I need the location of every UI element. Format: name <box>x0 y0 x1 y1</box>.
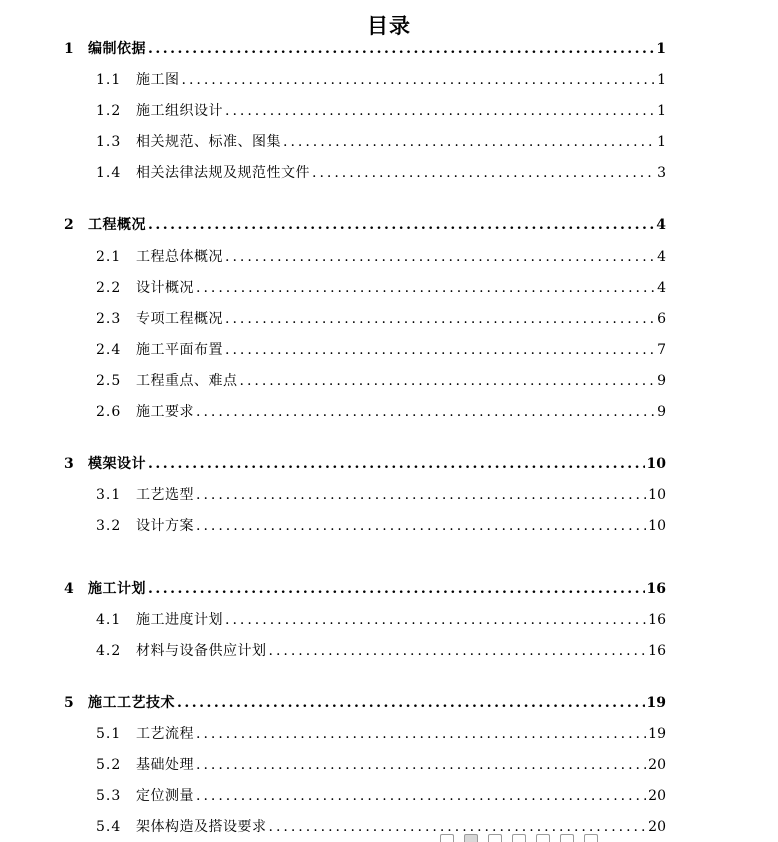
toc-entry-number: 3.2 <box>96 518 122 534</box>
toc-entry-page: 20 <box>648 788 666 804</box>
toc-entry-page: 19 <box>646 695 666 711</box>
toc-entry-number: 2.2 <box>96 280 122 296</box>
toc-leader <box>196 754 646 776</box>
toc-entry-number: 1.4 <box>96 165 122 181</box>
toc-entry-text: 模架设计 <box>88 456 146 472</box>
toc-leader <box>225 246 655 268</box>
toc-entry-2-4[interactable] <box>96 339 666 361</box>
page-view-icon[interactable] <box>464 834 478 842</box>
toc-entry-2-1[interactable] <box>96 246 666 268</box>
toc-entry-text: 专项工程概况 <box>136 311 223 327</box>
toc-entry-2[interactable] <box>64 214 666 236</box>
toc-entry-3[interactable] <box>64 453 666 475</box>
toc-entry-text: 施工进度计划 <box>136 612 223 628</box>
toc-entry-text: 工程概况 <box>88 217 146 233</box>
toc-entry-text: 定位测量 <box>136 788 194 804</box>
toc-entry-text: 相关法律法规及规范性文件 <box>136 165 310 181</box>
toc-entry-text: 工艺选型 <box>136 487 194 503</box>
toc-entry-page: 6 <box>657 311 666 327</box>
toc-entry-1-2[interactable] <box>96 100 666 122</box>
toc-leader <box>283 131 655 153</box>
toc-entry-number: 2.3 <box>96 311 122 327</box>
toc-entry-1[interactable] <box>64 38 666 60</box>
toc-entry-text: 设计方案 <box>136 518 194 534</box>
toc-entry-page: 16 <box>648 612 666 628</box>
outline-view-icon[interactable] <box>488 834 502 842</box>
toc-entry-number: 4 <box>64 581 74 597</box>
toc-entry-number: 1.1 <box>96 72 122 88</box>
toc-leader <box>269 640 647 662</box>
bottom-toolbar <box>440 834 598 842</box>
toc-entry-page: 1 <box>656 41 666 57</box>
toc-entry-number: 5 <box>64 695 74 711</box>
toc-leader <box>196 723 646 745</box>
toc-entry-text: 工程总体概况 <box>136 249 223 265</box>
toc-entry-page: 9 <box>657 373 666 389</box>
toc-leader <box>196 785 646 807</box>
toc-entry-number: 5.4 <box>96 819 122 835</box>
toc-entry-number: 5.1 <box>96 726 122 742</box>
toc-entry-5-3[interactable] <box>96 785 666 807</box>
toc-entry-page: 20 <box>648 757 666 773</box>
toc-entry-page: 10 <box>646 456 666 472</box>
toc-entry-page: 10 <box>648 518 666 534</box>
toc-entry-text: 工程重点、难点 <box>136 373 238 389</box>
toc-entry-number: 2 <box>64 217 74 233</box>
toc-entry-page: 16 <box>648 643 666 659</box>
toc-entry-number: 1.3 <box>96 134 122 150</box>
toc-entry-text: 施工图 <box>136 72 180 88</box>
toc-entry-page: 16 <box>646 581 666 597</box>
toc-entry-1-1[interactable] <box>96 69 666 91</box>
toc-entry-text: 工艺流程 <box>136 726 194 742</box>
toc-entry-1-3[interactable] <box>96 131 666 153</box>
toc-leader <box>148 578 645 600</box>
toc-entry-page: 1 <box>657 72 666 88</box>
web-view-icon[interactable] <box>536 834 550 842</box>
toc-entry-page: 1 <box>657 103 666 119</box>
zoom-in-icon[interactable] <box>584 834 598 842</box>
toc-entry-text: 施工平面布置 <box>136 342 223 358</box>
toc-entry-2-6[interactable] <box>96 401 666 423</box>
toc-leader <box>148 38 654 60</box>
toc-entry-5-1[interactable] <box>96 723 666 745</box>
toc-entry-page: 1 <box>657 134 666 150</box>
toc-leader <box>148 453 645 475</box>
toc-entry-2-3[interactable] <box>96 308 666 330</box>
view-icon[interactable] <box>440 834 454 842</box>
toc-title: 目录 <box>367 13 411 38</box>
toc-entry-text: 施工计划 <box>88 581 146 597</box>
toc-entry-text: 施工组织设计 <box>136 103 223 119</box>
toc-entry-text: 编制依据 <box>88 41 146 57</box>
toc-leader <box>225 308 655 330</box>
toc-leader <box>225 339 655 361</box>
toc-entry-text: 材料与设备供应计划 <box>136 643 267 659</box>
toc-entry-number: 2.6 <box>96 404 122 420</box>
toc-entry-number: 3.1 <box>96 487 122 503</box>
toc-entry-5-2[interactable] <box>96 754 666 776</box>
toc-leader <box>196 484 646 506</box>
toc-entry-2-5[interactable] <box>96 370 666 392</box>
toc-leader <box>177 692 645 714</box>
toc-leader <box>240 370 656 392</box>
toc-leader <box>196 515 646 537</box>
toc-entry-3-1[interactable] <box>96 484 666 506</box>
toc-entry-number: 5.3 <box>96 788 122 804</box>
read-view-icon[interactable] <box>512 834 526 842</box>
toc-leader <box>312 162 655 184</box>
toc-entry-2-2[interactable] <box>96 277 666 299</box>
toc-leader <box>182 69 656 91</box>
toc-leader <box>196 401 655 423</box>
toc-entry-number: 2.1 <box>96 249 122 265</box>
toc-entry-page: 4 <box>657 249 666 265</box>
toc-entry-4-2[interactable] <box>96 640 666 662</box>
toc-entry-page: 10 <box>648 487 666 503</box>
toc-entry-3-2[interactable] <box>96 515 666 537</box>
toc-entry-number: 1.2 <box>96 103 122 119</box>
toc-entry-text: 相关规范、标准、图集 <box>136 134 281 150</box>
toc-entry-4[interactable] <box>64 578 666 600</box>
toc-entry-page: 7 <box>657 342 666 358</box>
toc-entry-number: 1 <box>64 41 74 57</box>
toc-leader <box>225 609 646 631</box>
toc-entry-text: 施工要求 <box>136 404 194 420</box>
toc-leader <box>196 277 655 299</box>
toc-entry-text: 基础处理 <box>136 757 194 773</box>
toc-entry-number: 3 <box>64 456 74 472</box>
toc-entry-text: 设计概况 <box>136 280 194 296</box>
toc-entry-number: 4.1 <box>96 612 122 628</box>
toc-entry-page: 4 <box>656 217 666 233</box>
toc-entry-number: 2.4 <box>96 342 122 358</box>
toc-entry-5[interactable] <box>64 692 666 714</box>
toc-entry-text: 架体构造及搭设要求 <box>136 819 267 835</box>
toc-entry-4-1[interactable] <box>96 609 666 631</box>
toc-entry-page: 9 <box>657 404 666 420</box>
toc-entry-page: 20 <box>648 819 666 835</box>
toc-entry-text: 施工工艺技术 <box>88 695 175 711</box>
toc-entry-page: 4 <box>657 280 666 296</box>
toc-entry-number: 5.2 <box>96 757 122 773</box>
toc-leader <box>148 214 654 236</box>
toc-entry-number: 4.2 <box>96 643 122 659</box>
toc-entry-1-4[interactable] <box>96 162 666 184</box>
toc-entry-page: 3 <box>657 165 666 181</box>
toc-leader <box>225 100 655 122</box>
toc-entry-page: 19 <box>648 726 666 742</box>
zoom-out-icon[interactable] <box>560 834 574 842</box>
toc-entry-number: 2.5 <box>96 373 122 389</box>
